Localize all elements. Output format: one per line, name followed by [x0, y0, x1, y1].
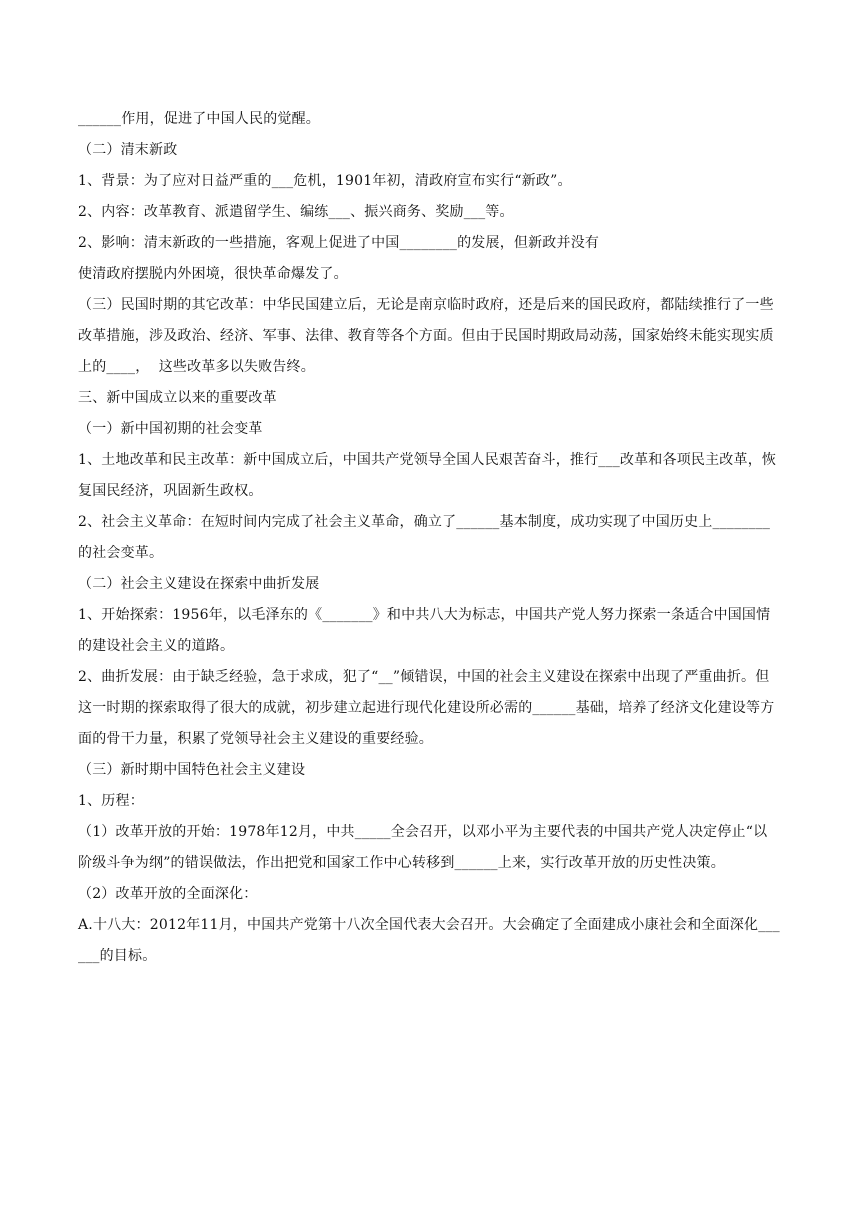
section-heading: （三）新时期中国特色社会主义建设 [78, 762, 306, 778]
paragraph: 2、社会主义革命：在短时间内完成了社会主义革命，确立了______基本制度，成功实现了中国历史上________的社会变革。 [78, 514, 771, 561]
paragraph: 2、曲折发展：由于缺乏经验，急于求成，犯了“__”倾错误，中国的社会主义建设在探索中出现了严重曲折。但这一时期的探索取得了很大的成就，初步建立起进行现代化建设所必需的______基础，培养了经济文化建设等方面的骨干力量，积累了党领导社会主义建设的重要经验。 [78, 669, 775, 747]
paragraph: 2、内容：改革教育、派遣留学生、编练___、振兴商务、奖励___等。 [78, 204, 514, 220]
paragraph: 1、历程： [78, 793, 144, 809]
section-heading: （二）社会主义建设在探索中曲折发展 [78, 576, 320, 592]
paragraph: 2、影响：清末新政的一些措施，客观上促进了中国________的发展，但新政并没有 [78, 235, 600, 251]
paragraph: 1、土地改革和民主改革：新中国成立后，中国共产党领导全国人民艰苦奋斗，推行___改革和各项民主改革，恢复国民经济，巩固新生政权。 [78, 452, 777, 499]
paragraph: （2）改革开放的全面深化： [78, 886, 258, 902]
paragraph: 使清政府摆脱内外困境，很快革命爆发了。 [78, 266, 348, 282]
section-heading: 三、新中国成立以来的重要改革 [78, 390, 277, 406]
section-heading: （二）清末新政 [78, 142, 178, 158]
paragraph: （三）民国时期的其它改革：中华民国建立后，无论是南京临时政府，还是后来的国民政府，都陆续推行了一些改革措施，涉及政治、经济、军事、法律、教育等各个方面。但由于民国时期政局动荡，国家始终未能实现实质上的____， 这些改革多以失败告终。 [78, 297, 774, 375]
paragraph: ______作用，促进了中国人民的觉醒。 [78, 111, 320, 127]
paragraph: 1、背景：为了应对日益严重的___危机，1901年初，清政府宣布实行“新政”。 [78, 173, 572, 189]
section-heading: （一）新中国初期的社会变革 [78, 421, 263, 437]
paragraph: A.十八大：2012年11月，中国共产党第十八次全国代表大会召开。大会确定了全面建成小康社会和全面深化______的目标。 [78, 917, 780, 964]
paragraph: 1、开始探索：1956年，以毛泽东的《_______》和中共八大为标志，中国共产党人努力探索一条适合中国国情的建设社会主义的道路。 [78, 607, 771, 654]
document-body [78, 104, 780, 972]
paragraph: （1）改革开放的开始：1978年12月，中共_____全会召开，以邓小平为主要代表的中国共产党人决定停止“以阶级斗争为纲”的错误做法，作出把党和国家工作中心转移到______上来，实行改革开放的历史性决策。 [78, 824, 768, 871]
